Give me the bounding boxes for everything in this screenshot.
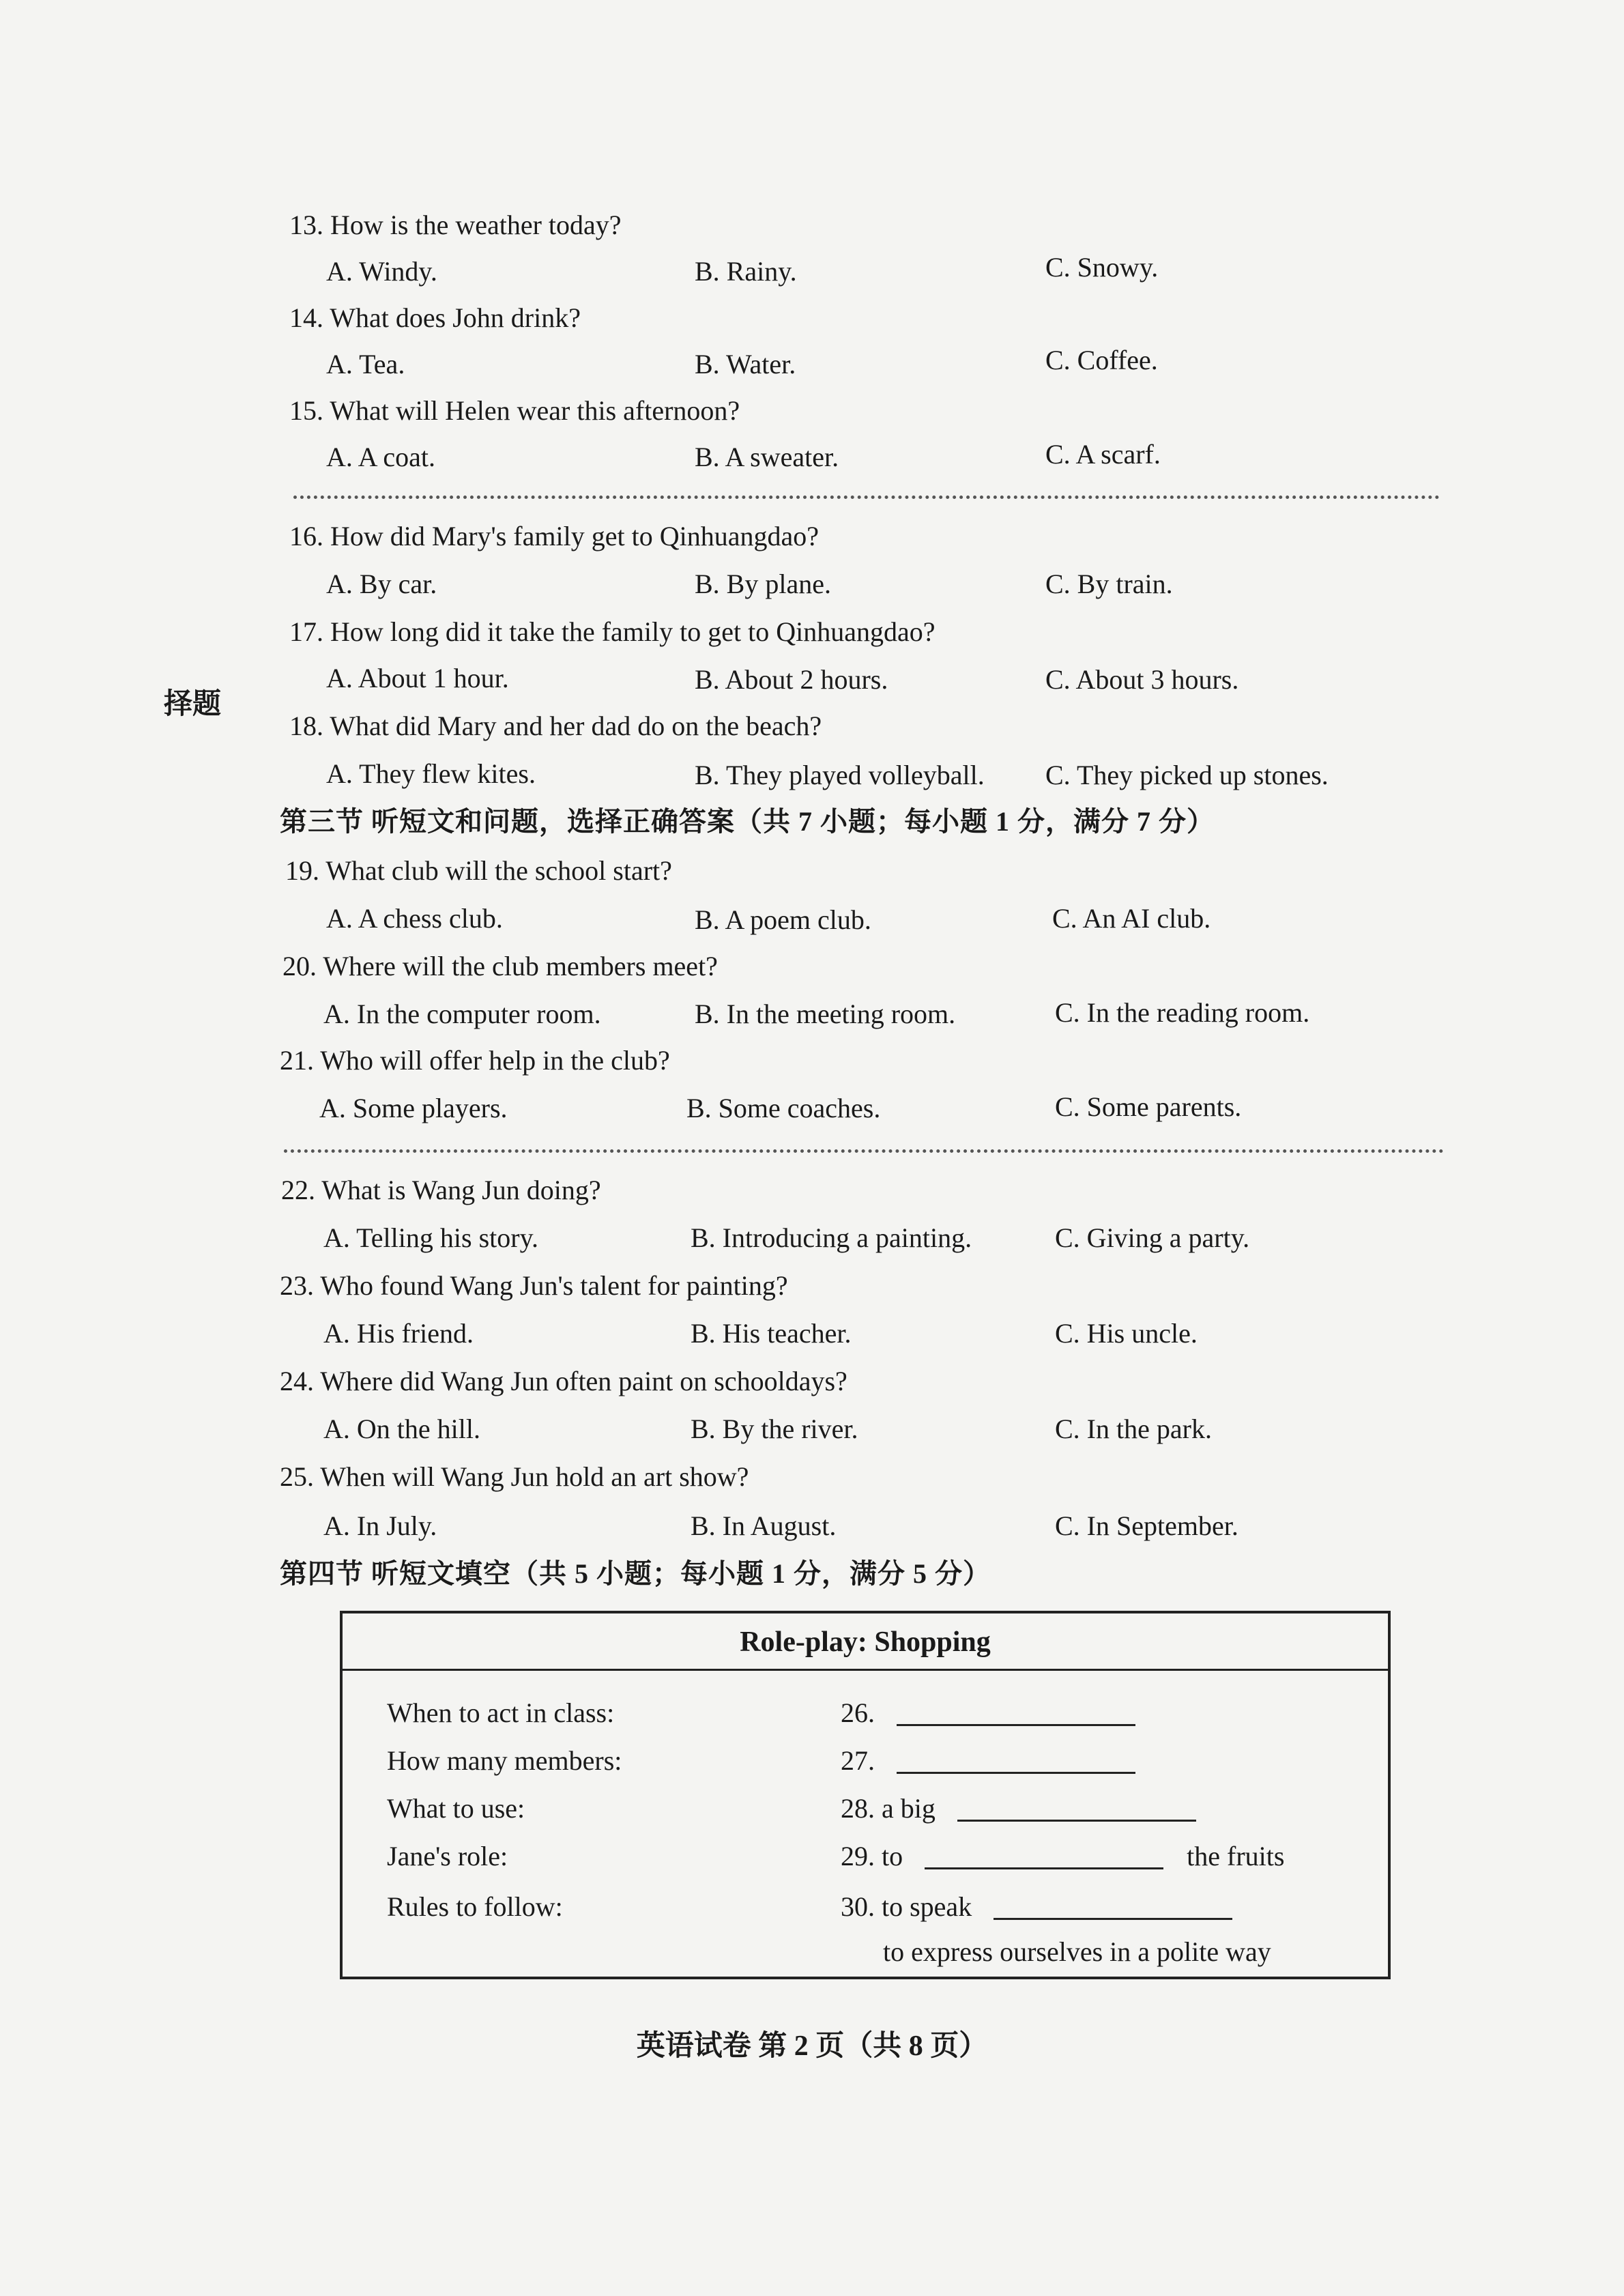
answer-blank-26[interactable]	[897, 1699, 1135, 1726]
row-label-janes-role: Jane's role:	[387, 1841, 508, 1871]
option-c: C. Giving a party.	[1055, 1222, 1250, 1253]
item-number: 28. a big	[841, 1793, 936, 1824]
option-a: A. They flew kites.	[326, 758, 536, 789]
option-b: B. They played volleyball.	[695, 760, 985, 790]
question-19: 19. What club will the school start?	[285, 855, 672, 886]
option-a: A. A coat.	[326, 442, 435, 472]
answer-blank-29[interactable]	[925, 1843, 1163, 1869]
option-c: C. In September.	[1055, 1510, 1238, 1541]
question-13: 13. How is the weather today?	[289, 210, 622, 240]
option-a: A. Telling his story.	[323, 1222, 538, 1253]
item-number: 29. to	[841, 1841, 903, 1871]
answer-27	[841, 1745, 1135, 1777]
option-b: B. About 2 hours.	[695, 664, 888, 695]
question-14: 14. What does John drink?	[289, 302, 581, 333]
item-number: 30. to speak	[841, 1891, 972, 1922]
option-c: C. Coffee.	[1045, 345, 1158, 375]
option-b: B. In the meeting room.	[695, 999, 956, 1029]
question-21: 21. Who will offer help in the club?	[280, 1045, 670, 1076]
question-15: 15. What will Helen wear this afternoon?	[289, 395, 740, 426]
answer-28	[841, 1792, 1196, 1825]
option-b: B. By the river.	[691, 1414, 858, 1444]
dotted-divider	[293, 496, 1440, 499]
option-b: B. His teacher.	[691, 1318, 852, 1349]
answer-blank-30[interactable]	[994, 1893, 1232, 1920]
option-a: A. Windy.	[326, 256, 437, 287]
option-b: B. Some coaches.	[686, 1093, 881, 1123]
question-24: 24. Where did Wang Jun often paint on schooldays?	[280, 1366, 847, 1396]
option-c: C. In the park.	[1055, 1414, 1212, 1444]
table-title: Role-play: Shopping	[343, 1613, 1388, 1671]
option-c: C. Snowy.	[1045, 252, 1159, 283]
row-label-what-to-use: What to use:	[387, 1793, 525, 1824]
question-17: 17. How long did it take the family to get to Qinhuangdao?	[289, 616, 936, 647]
option-a: A. In the computer room.	[323, 999, 601, 1029]
answer-26	[841, 1697, 1135, 1730]
option-c: C. A scarf.	[1045, 439, 1161, 470]
item-number: 26.	[841, 1697, 875, 1728]
option-b: B. In August.	[691, 1510, 837, 1541]
option-c: C. Some parents.	[1055, 1091, 1242, 1122]
option-b: B. Water.	[695, 349, 796, 379]
answer-blank-28[interactable]	[957, 1795, 1196, 1822]
option-b: B. A poem club.	[695, 904, 871, 935]
answer-29	[841, 1840, 1284, 1873]
option-c: C. His uncle.	[1055, 1318, 1198, 1349]
row-label-members: How many members:	[387, 1745, 622, 1776]
option-b: B. By plane.	[695, 569, 831, 599]
option-b: B. Introducing a painting.	[691, 1222, 972, 1253]
option-a: A. Tea.	[326, 349, 405, 379]
option-c: C. About 3 hours.	[1045, 664, 1239, 695]
page-footer: 英语试卷 第 2 页（共 8 页）	[636, 2030, 988, 2062]
answer-suffix: the fruits	[1187, 1841, 1285, 1871]
question-25: 25. When will Wang Jun hold an art show?	[280, 1461, 749, 1492]
rules-extra-line: to express ourselves in a polite way	[883, 1936, 1271, 1967]
answer-blank-27[interactable]	[897, 1747, 1135, 1774]
section-4-title: 第四节 听短文填空（共 5 小题；每小题 1 分，满分 5 分）	[280, 1558, 991, 1589]
answer-30	[841, 1891, 1232, 1923]
option-c: C. They picked up stones.	[1045, 760, 1329, 790]
side-label: 择题	[164, 689, 222, 720]
row-label-rules: Rules to follow:	[387, 1891, 563, 1922]
option-c: C. In the reading room.	[1055, 997, 1310, 1028]
role-play-table	[340, 1611, 1391, 1979]
option-a: A. Some players.	[319, 1093, 508, 1123]
option-a: A. About 1 hour.	[326, 663, 509, 693]
option-a: A. A chess club.	[326, 903, 503, 934]
section-3-title: 第三节 听短文和问题，选择正确答案（共 7 小题；每小题 1 分，满分 7 分）	[280, 806, 1215, 837]
item-number: 27.	[841, 1745, 875, 1776]
question-18: 18. What did Mary and her dad do on the beach?	[289, 711, 822, 741]
question-22: 22. What is Wang Jun doing?	[281, 1175, 601, 1205]
question-23: 23. Who found Wang Jun's talent for painting?	[280, 1270, 788, 1301]
row-label-when: When to act in class:	[387, 1697, 615, 1728]
option-a: A. His friend.	[323, 1318, 474, 1349]
question-20: 20. Where will the club members meet?	[282, 951, 718, 981]
option-c: C. By train.	[1045, 569, 1173, 599]
option-a: A. By car.	[326, 569, 437, 599]
option-a: A. In July.	[323, 1510, 437, 1541]
option-b: B. Rainy.	[695, 256, 797, 287]
dotted-divider	[284, 1149, 1444, 1153]
question-16: 16. How did Mary's family get to Qinhuangdao?	[289, 521, 819, 551]
option-b: B. A sweater.	[695, 442, 839, 472]
option-c: C. An AI club.	[1052, 903, 1211, 934]
option-a: A. On the hill.	[323, 1414, 480, 1444]
